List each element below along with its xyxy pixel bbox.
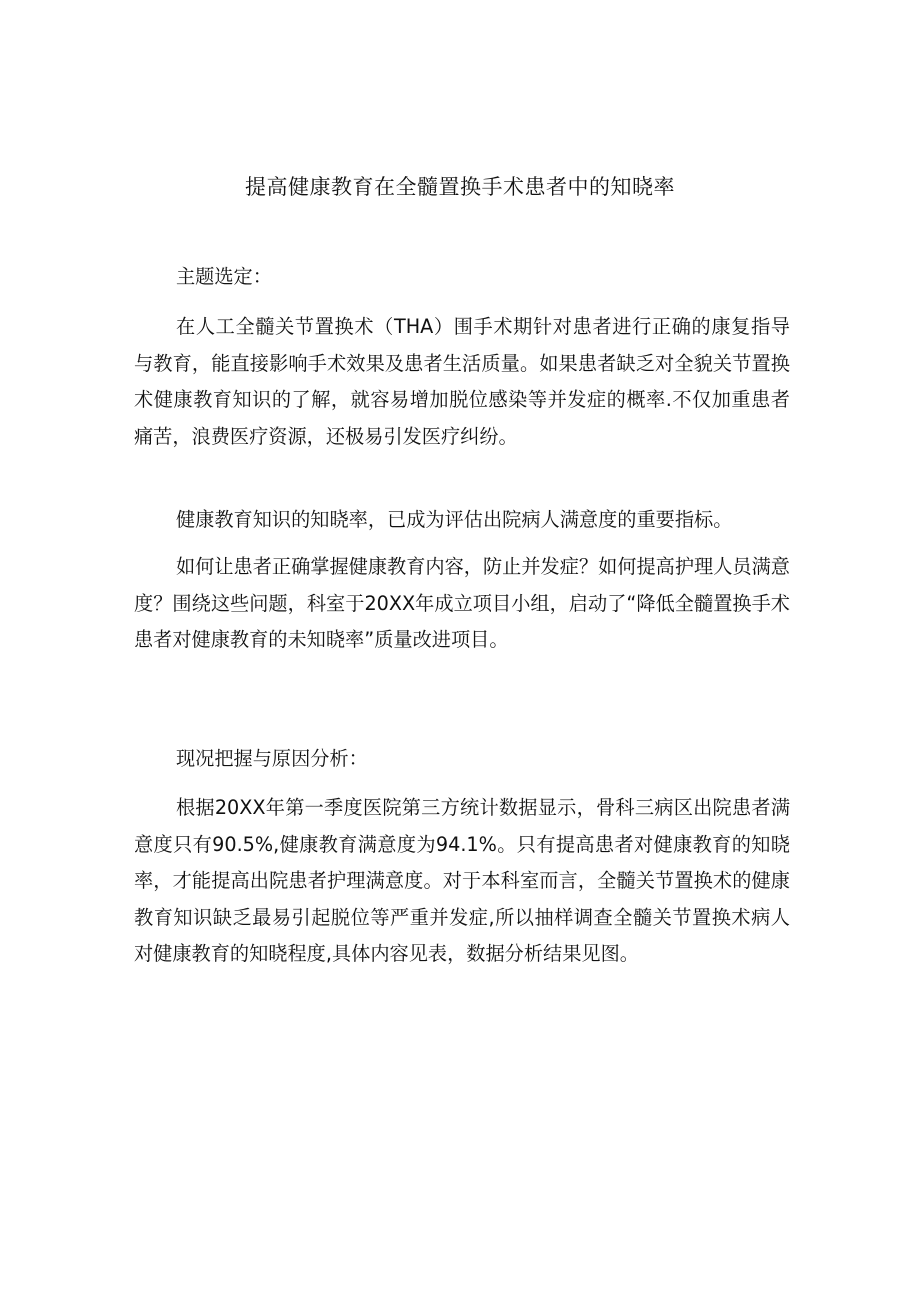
paragraph-statistics: 根据20XX年第一季度医院第三方统计数据显示，骨科三病区出院患者满意度只有90.5%,健康教育满意度为94.1%。只有提高患者对健康教育的知晓率，才能提高出院患者护理满意度。对于本科室而言，全髓关节置换术的健康教育知识缺乏最易引起脱位等严重并发症,所以抽样调查全髓关节置换术病人对健康教育的知晓程度,具体内容见表，数据分析结果见图。: [134, 796, 790, 965]
paragraph-intro: 在人工全髓关节置换术（THA）围手术期针对患者进行正确的康复指导与教育，能直接影响手术效果及患者生活质量。如果患者缺乏对全貌关节置换术健康教育知识的了解，就容易增加脱位感染等并发症的概率.不仅加重患者痛苦，浪费医疗资源，还极易引发医疗纠纷。: [134, 315, 790, 448]
paragraph-project-launch: 如何让患者正确掌握健康教育内容，防止并发症？如何提高护理人员满意度？围绕这些问题，科室于20XX年成立项目小组，启动了“降低全髓置换手术患者对健康教育的未知晓率”质量改进项目。: [134, 555, 790, 651]
section-heading-topic-selection: 主题选定：: [176, 265, 272, 288]
document-title: 提高健康教育在全髓置换手术患者中的知晓率: [245, 175, 675, 199]
section-heading-status-analysis: 现况把握与原因分析：: [176, 747, 368, 770]
paragraph-awareness-indicator: 健康教育知识的知晓率，已成为评估出院病人满意度的重要指标。: [176, 508, 733, 531]
